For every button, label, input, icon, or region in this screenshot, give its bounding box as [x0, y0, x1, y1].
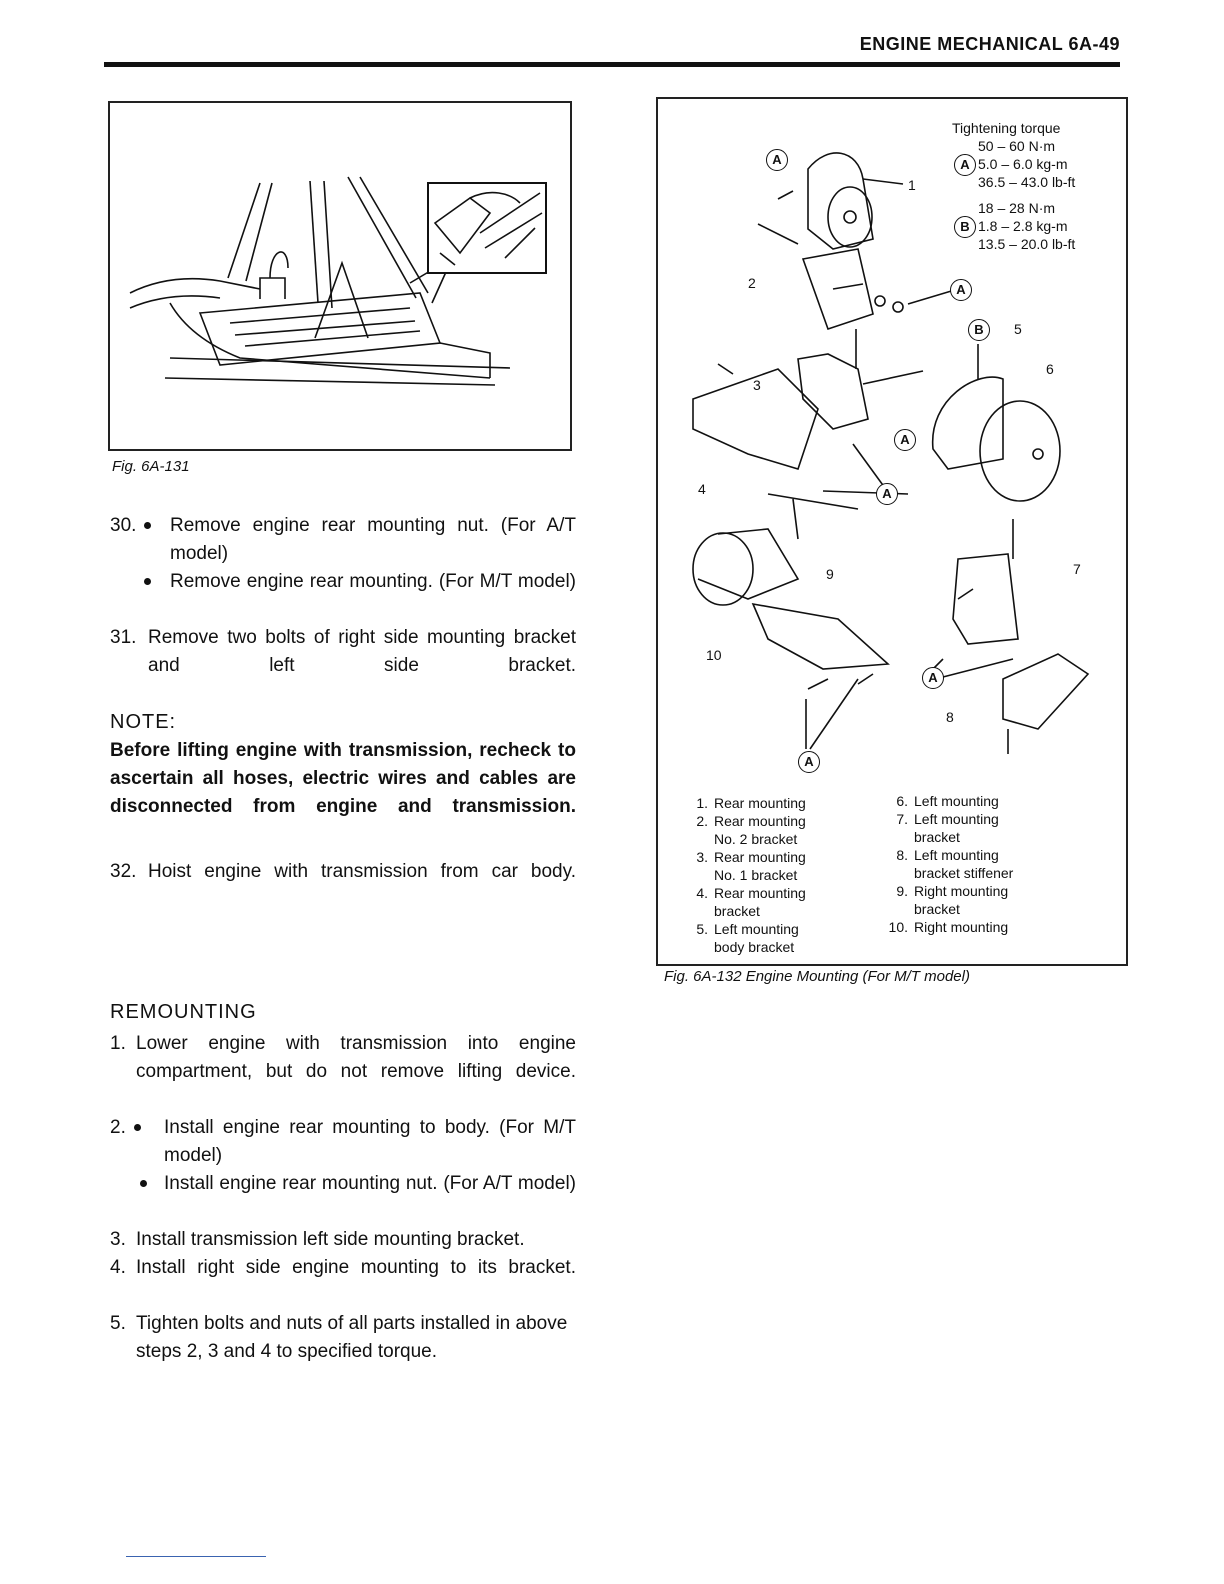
bullet-icon: [144, 522, 151, 529]
legend-item-9-line2: bracket: [914, 901, 960, 917]
bullet-icon: [140, 1180, 147, 1187]
remount-step-2b-text: Install engine rear mounting nut. (For A/T model): [164, 1173, 576, 1194]
step-30-text: Remove engine rear mounting nut. (For A/T model): [170, 515, 576, 564]
torque-a-marker: A: [954, 154, 976, 176]
torque-a-kgm: 5.0 – 6.0 kg-m: [978, 156, 1068, 172]
legend-item-5: 5. Left mounting: [696, 921, 799, 937]
engine-hoist-illustration: [110, 103, 570, 449]
note-label: NOTE:: [110, 711, 177, 733]
engine-mount-exploded-diagram: [658, 99, 1126, 779]
torque-a-nm: 50 – 60 N·m: [978, 138, 1056, 154]
remount-step-5-number: 5.: [110, 1313, 126, 1334]
step-31-text: Remove two bolts of right side mounting bracket and left side bracket.: [148, 627, 576, 676]
remount-step-2b-bullet: [140, 1170, 157, 1198]
callout-3: 3: [753, 377, 761, 393]
figure-6a-132-caption: Fig. 6A-132 Engine Mounting (For M/T model): [664, 968, 970, 985]
callout-1: 1: [908, 177, 916, 193]
legend-item-3-line2: No. 1 bracket: [714, 867, 798, 883]
legend-item-10: 10. Right mounting: [888, 919, 1009, 935]
callout-10: 10: [706, 647, 722, 663]
torque-marker-a-4: A: [876, 483, 898, 505]
torque-b-kgm: 1.8 – 2.8 kg-m: [978, 218, 1068, 234]
legend-item-3: 3. Rear mounting: [696, 849, 806, 865]
remount-step-4-number: 4.: [110, 1257, 126, 1278]
legend-item-2: 2. Rear mounting: [696, 813, 806, 829]
bullet-icon: [134, 1124, 141, 1131]
callout-6: 6: [1046, 361, 1054, 377]
legend-item-5-line2: body bracket: [714, 939, 795, 955]
callout-4: 4: [698, 481, 706, 497]
torque-marker-a-6: A: [798, 751, 820, 773]
torque-title: Tightening torque: [952, 120, 1061, 136]
remount-step-3-number: 3.: [110, 1229, 126, 1250]
page-header-title: ENGINE MECHANICAL 6A-49: [859, 34, 1120, 54]
torque-marker-a-5: A: [922, 667, 944, 689]
remounting-heading: REMOUNTING: [110, 1001, 257, 1023]
legend-item-6: 6. Left mounting: [896, 793, 999, 809]
note-text: Before lifting engine with transmission, recheck to ascertain all hoses, electric wires and cables are disconnected from engine and transmission.: [110, 740, 576, 817]
legend-item-9: 9. Right mounting: [896, 883, 1009, 899]
remount-step-4-text: Install right side engine mounting to its bracket.: [136, 1257, 576, 1278]
legend-item-2-line2: No. 2 bracket: [714, 831, 798, 847]
torque-b-nm: 18 – 28 N·m: [978, 200, 1056, 216]
step-30b-bullet: [144, 568, 161, 596]
torque-marker-a-2: A: [950, 279, 972, 301]
legend-item-1: 1. Rear mounting: [696, 795, 806, 811]
remount-step-3-text: Install transmission left side mounting bracket.: [136, 1229, 525, 1250]
torque-marker-b-1: B: [968, 319, 990, 341]
bullet-icon: [144, 578, 151, 585]
callout-5: 5: [1014, 321, 1022, 337]
step-32-number: 32.: [110, 861, 137, 882]
footer-rule: [126, 1556, 266, 1557]
step-30-number: 30.: [110, 515, 137, 536]
remount-step-5-text: Tighten bolts and nuts of all parts installed in above steps 2, 3 and 4 to specified torque.: [136, 1313, 568, 1362]
remount-step-1-number: 1.: [110, 1033, 126, 1054]
figure-6a-132: [656, 97, 1128, 966]
torque-b-lbft: 13.5 – 20.0 lb-ft: [978, 236, 1076, 252]
remount-step-2-number: 2.: [110, 1117, 126, 1138]
torque-marker-a-3: A: [894, 429, 916, 451]
torque-marker-a-1: A: [766, 149, 788, 171]
callout-8: 8: [946, 709, 954, 725]
legend-item-4-line2: bracket: [714, 903, 760, 919]
legend-item-8: 8. Left mounting: [896, 847, 999, 863]
legend-item-4: 4. Rear mounting: [696, 885, 806, 901]
step-31-number: 31.: [110, 627, 137, 648]
step-30b-text: Remove engine rear mounting. (For M/T model): [170, 571, 576, 592]
legend-item-7-line2: bracket: [914, 829, 960, 845]
torque-a-lbft: 36.5 – 43.0 lb-ft: [978, 174, 1076, 190]
step-32-text: Hoist engine with transmission from car body.: [148, 861, 576, 882]
remount-step-1-text: Lower engine with transmission into engine compartment, but do not remove lifting device.: [136, 1033, 576, 1082]
callout-2: 2: [748, 275, 756, 291]
legend-item-7: 7. Left mounting: [896, 811, 999, 827]
torque-b-marker: B: [954, 216, 976, 238]
legend-item-8-line2: bracket stiffener: [914, 865, 1014, 881]
figure-6a-131: [108, 101, 572, 451]
figure-6a-131-caption: Fig. 6A-131: [112, 458, 190, 475]
header-rule: [104, 62, 1120, 67]
remount-step-2-text: Install engine rear mounting to body. (For M/T model): [164, 1117, 576, 1166]
callout-7: 7: [1073, 561, 1081, 577]
callout-9: 9: [826, 566, 834, 582]
remount-step-2: [110, 1114, 151, 1142]
